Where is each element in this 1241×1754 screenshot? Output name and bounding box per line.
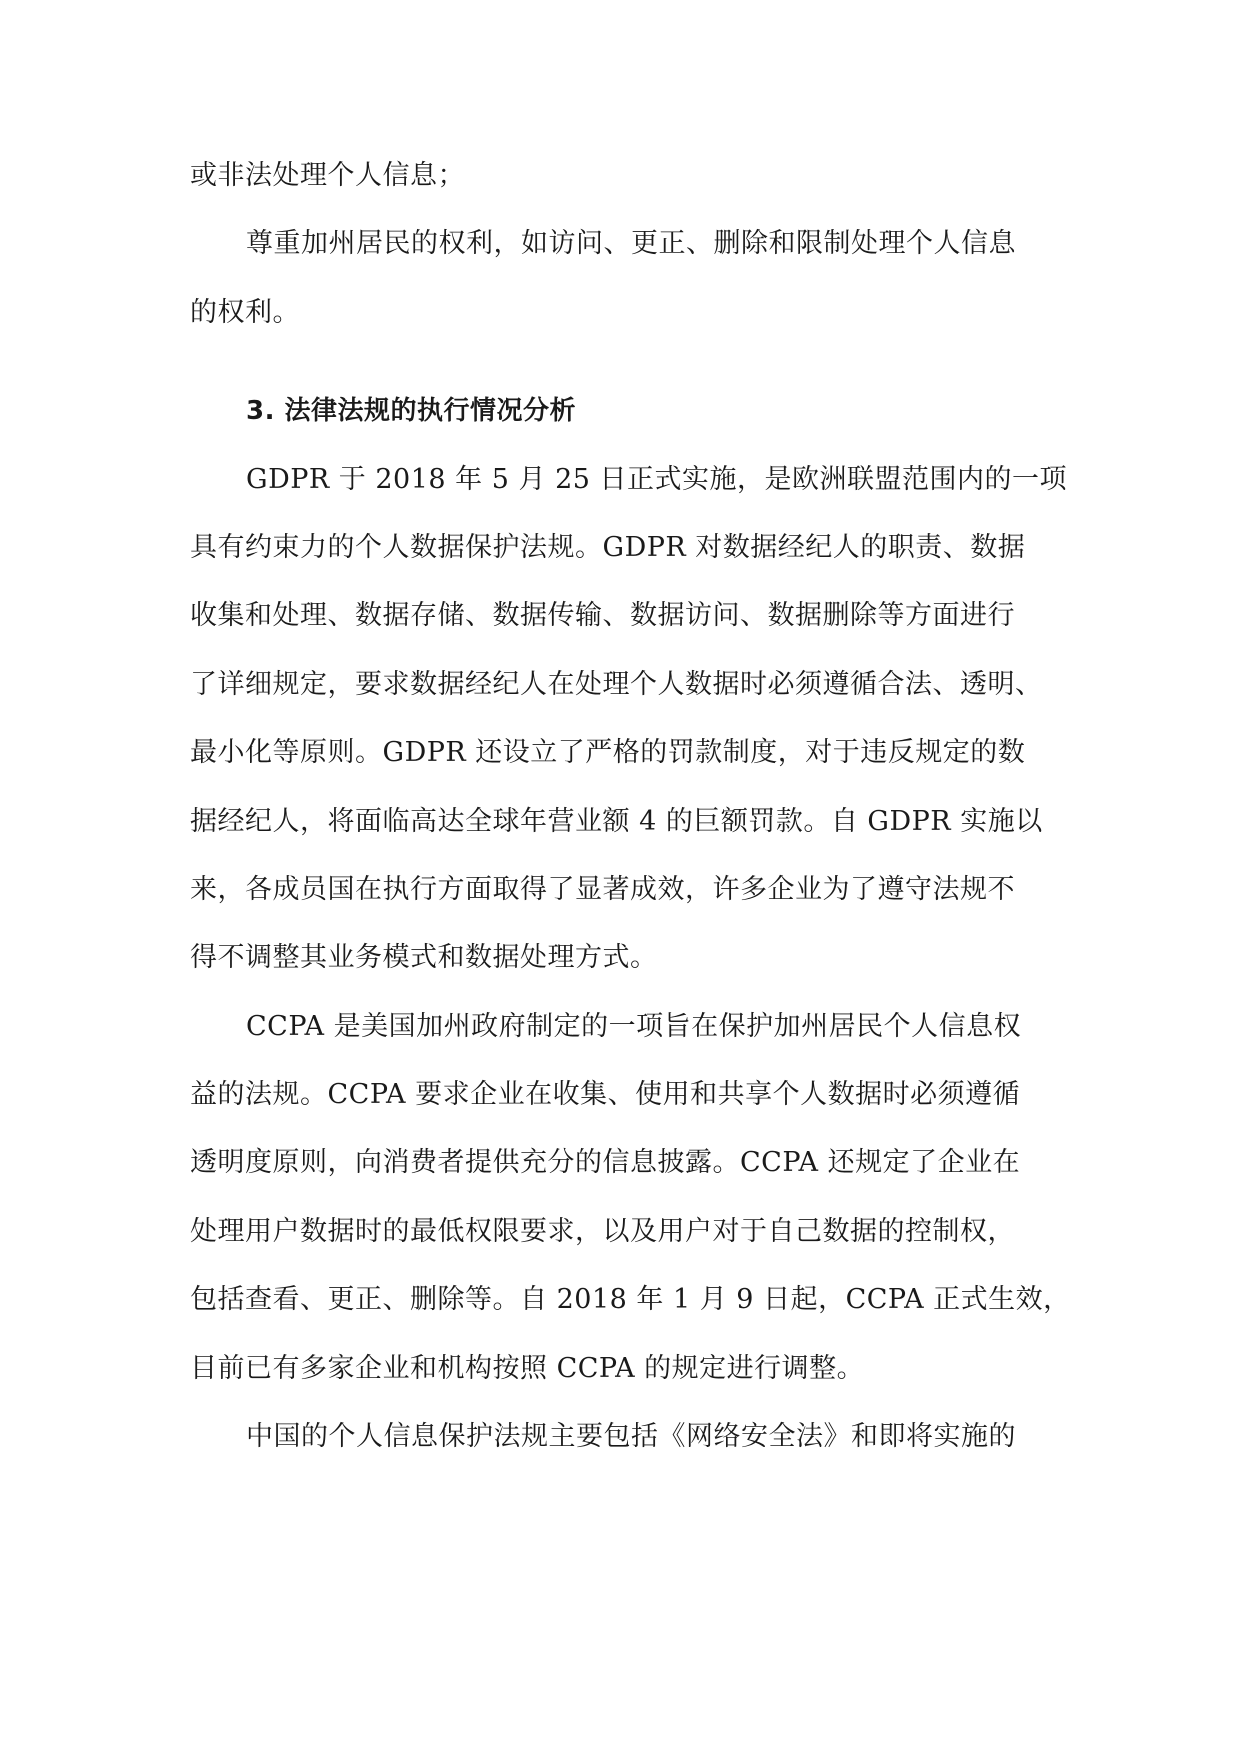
text-line: 益的法规。CCPA 要求企业在收集、使用和共享个人数据时必须遵循	[190, 1079, 1021, 1111]
document-body	[190, 142, 1071, 1471]
text-line: 具有约束力的个人数据保护法规。GDPR 对数据经纪人的职责、数据	[190, 531, 1026, 563]
text-line: 来，各成员国在执行方面取得了显著成效，许多企业为了遵守法规不	[190, 873, 1015, 905]
text-line: 处理用户数据时的最低权限要求，以及用户对于自己数据的控制权，	[190, 1215, 1015, 1247]
paragraph-ccpa	[190, 993, 1071, 1403]
paragraph-gdpr	[190, 446, 1068, 993]
text-line: 或非法处理个人信息；	[190, 160, 465, 191]
text-line: GDPR 于 2018 年 5 月 25 日正式实施，是欧洲联盟范围内的一项	[246, 463, 1068, 495]
text-line: 目前已有多家企业和机构按照 CCPA 的规定进行调整。	[190, 1352, 865, 1384]
section-heading: 3. 法律法规的执行情况分析	[246, 396, 577, 427]
text-line: 的权利。	[190, 296, 300, 328]
text-line: 尊重加州居民的权利，如访问、更正、删除和限制处理个人信息	[246, 228, 1016, 260]
text-line: 据经纪人，将面临高达全球年营业额 4 的巨额罚款。自 GDPR 实施以	[190, 805, 1043, 837]
paragraph-continuation	[190, 142, 1060, 210]
paragraph-respect-rights	[190, 210, 1060, 347]
text-line: CCPA 是美国加州政府制定的一项旨在保护加州居民个人信息权	[246, 1010, 1022, 1042]
text-line: 包括查看、更正、删除等。自 2018 年 1 月 9 日起，CCPA 正式生效，	[190, 1284, 1071, 1316]
text-line: 得不调整其业务模式和数据处理方式。	[190, 942, 658, 974]
text-line: 最小化等原则。GDPR 还设立了严格的罚款制度，对于违反规定的数	[190, 737, 1026, 769]
text-line: 透明度原则，向消费者提供充分的信息披露。CCPA 还规定了企业在	[190, 1147, 1021, 1179]
paragraph-china	[190, 1403, 1060, 1471]
text-line: 中国的个人信息保护法规主要包括《网络安全法》和即将实施的	[246, 1421, 1016, 1453]
text-line: 了详细规定，要求数据经纪人在处理个人数据时必须遵循合法、透明、	[190, 668, 1043, 700]
text-line: 收集和处理、数据存储、数据传输、数据访问、数据删除等方面进行	[190, 600, 1015, 632]
